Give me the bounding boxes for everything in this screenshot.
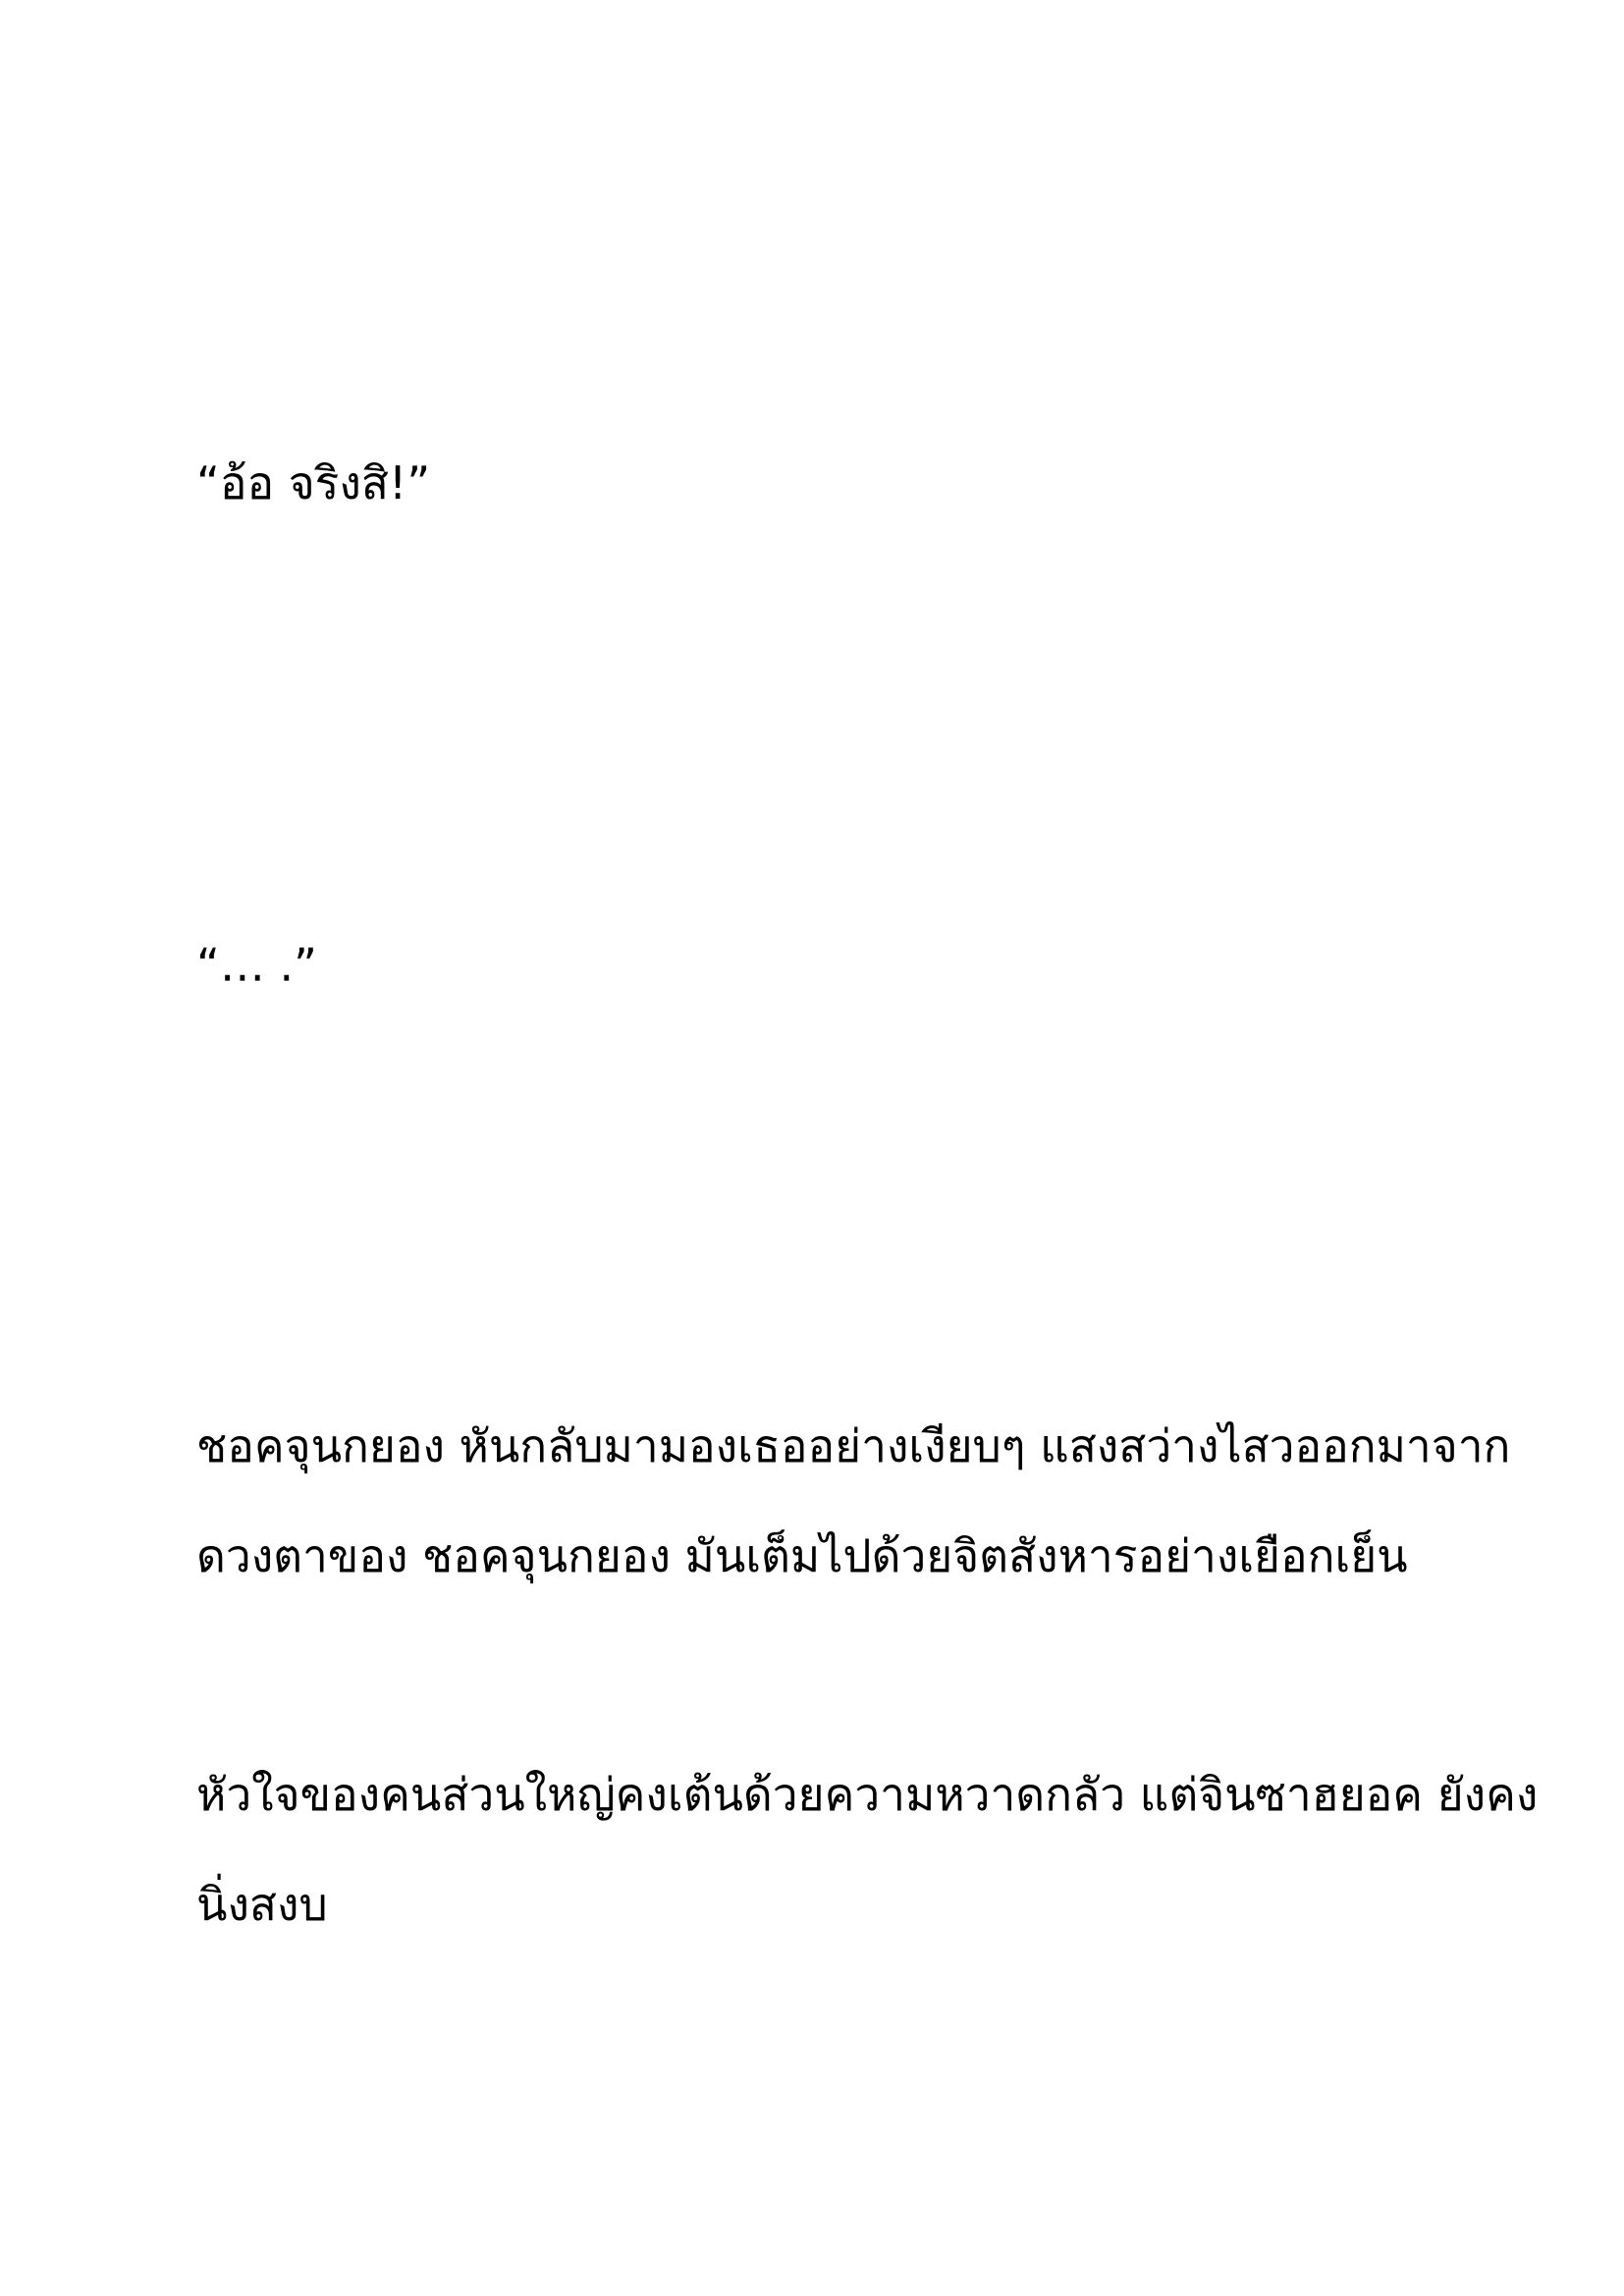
text-line: นิ่งสงบ — [196, 1878, 328, 1931]
text-line: ชอคจุนกยอง หันกลับมามองเธออย่างเงียบๆ แสงสว่างไสวออกมาจาก — [196, 1419, 1511, 1472]
text-line: “… .” — [196, 938, 317, 991]
dialogue-paragraph — [196, 910, 1473, 1020]
dialogue-paragraph — [196, 428, 1473, 538]
narration-paragraph — [196, 1391, 1511, 1611]
narration-paragraph — [196, 1739, 1539, 1959]
text-line: ดวงตาของ ชอคจุนกยอง มันเต็มไปด้วยจิตสังหารอย่างเยือกเย็น — [196, 1529, 1408, 1582]
text-line: หัวใจของคนส่วนใหญ่คงเต้นด้วยความหวาดกลัว แต่จินซาฮยอค ยังคง — [196, 1768, 1539, 1821]
text-line: “อ้อ จริงสิ!” — [196, 456, 431, 509]
